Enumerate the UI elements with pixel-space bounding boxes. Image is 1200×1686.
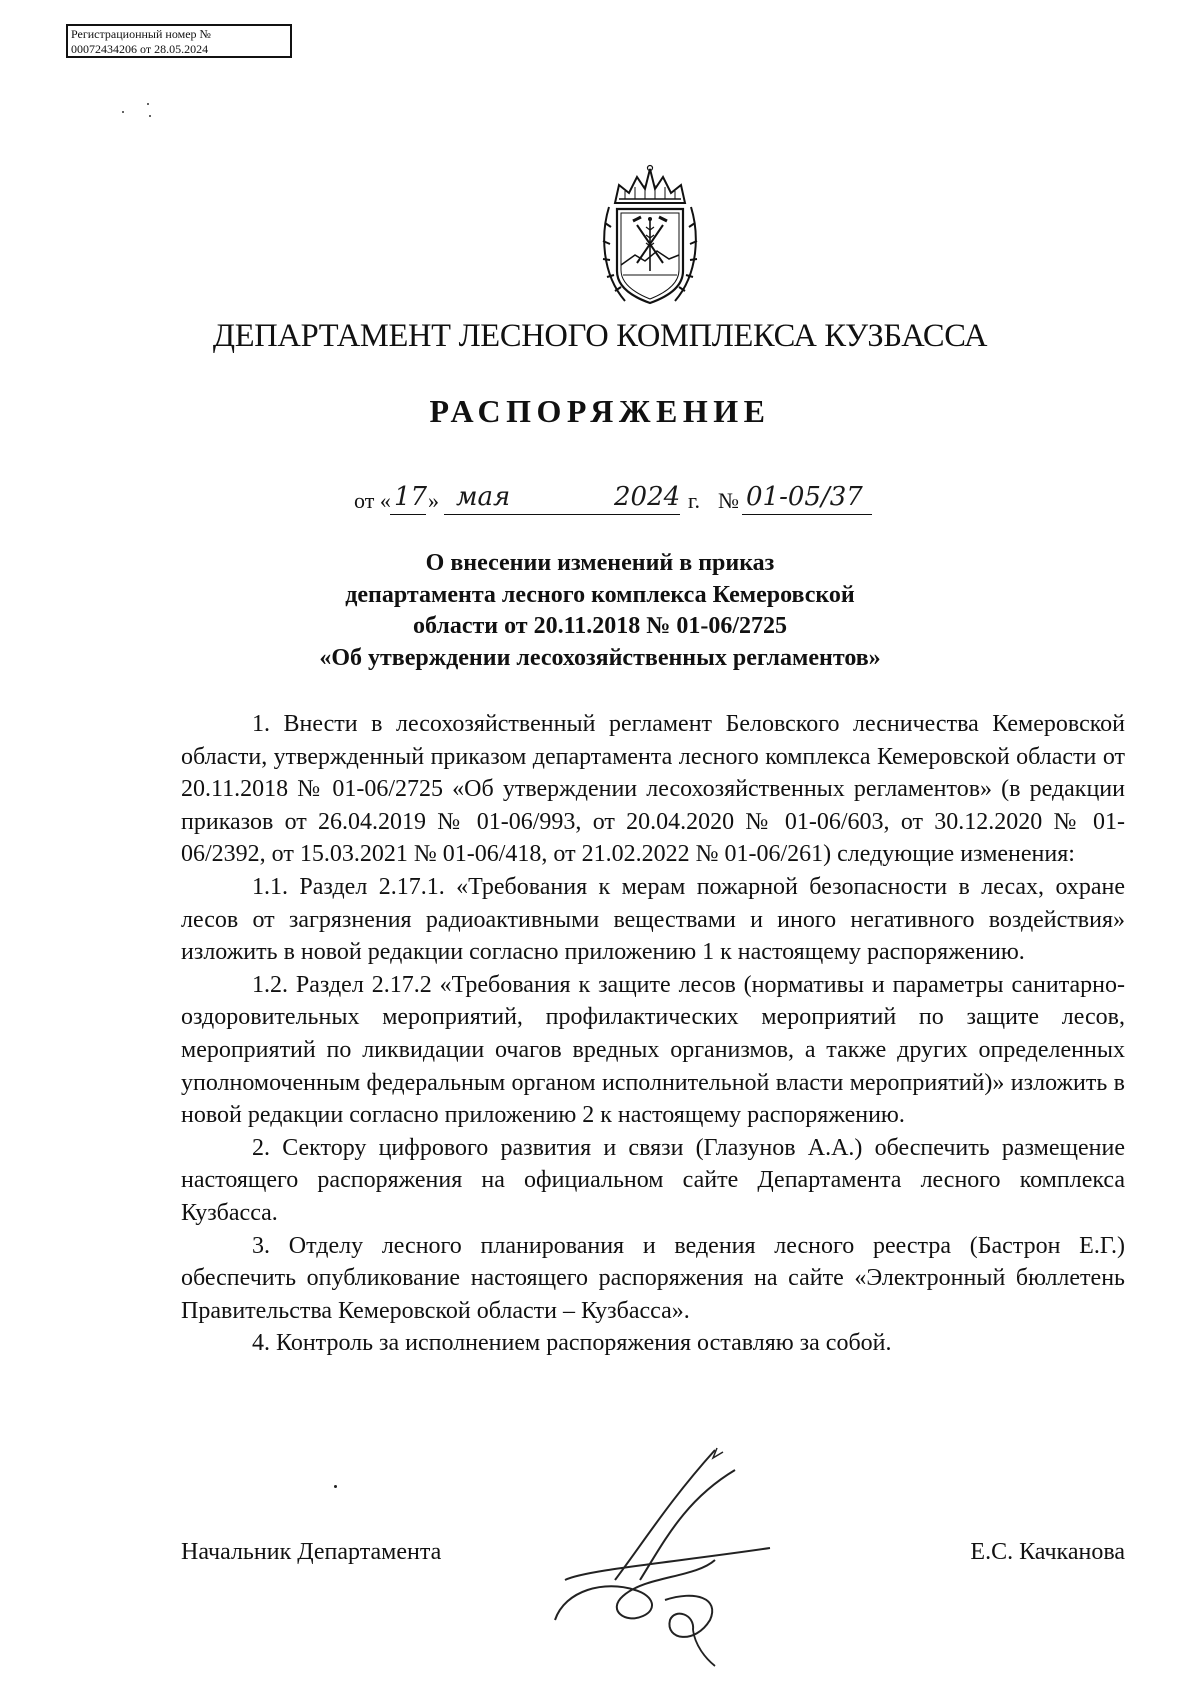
signature-block — [181, 1539, 1125, 1579]
kuzbass-coat-of-arms-icon — [595, 163, 705, 313]
body-paragraph-1-2: 1.2. Раздел 2.17.2 «Требования к защите лесов (нормативы и параметры санитарно-оздоровительных мероприятий, профилактических мероприятий по защите лесов, мероприятий по ликвидации очагов вредных организмов, а также других определенных уполномоченным федеральным органом исполнительной власти мероприятий)» изложить в новой редакции согласно приложению 2 к настоящему распоряжению. — [181, 971, 1125, 1129]
registration-number: 00072434206 от 28.05.2024 — [71, 42, 209, 56]
department-title: ДЕПАРТАМЕНТ ЛЕСНОГО КОМПЛЕКСА КУЗБАССА — [212, 318, 988, 354]
body-paragraph-2: 2. Сектору цифрового развития и связи (Глазунов А.А.) обеспечить размещение настоящего распоряжения на официальном сайте Департамента лесного комплекса Кузбасса. — [181, 1134, 1125, 1226]
body-paragraph-4: 4. Контроль за исполнением распоряжения оставляю за собой. — [252, 1330, 892, 1357]
day-underline — [390, 514, 426, 515]
document-type-title: РАСПОРЯЖЕНИЕ — [429, 393, 771, 429]
registration-label: Регистрационный номер № — [71, 27, 211, 41]
subject-line: департамента лесного комплекса Кемеровской — [345, 581, 855, 608]
date-month: мая — [456, 482, 511, 512]
scan-dot — [334, 1485, 337, 1488]
subject-line: области от 20.11.2018 № 01-06/2725 — [412, 613, 788, 639]
body-paragraph-1: 1. Внести в лесохозяйственный регламент Беловского лесничества Кемеровской области, утвержденный приказом департамента лесного комплекса Кемеровской области от 20.11.2018 № 01-06/2725 «Об утверждении лесохозяйственных регламентов» (в редакции приказов от 26.04.2019 № 01-06/993, от 20.04.2020 № 01-06/603, от 30.12.2020 № 01-06/2392, от 15.03.2021 № 01-06/418, от 21.02.2022 № 01-06/261) следующие изменения: — [181, 711, 1125, 868]
body-paragraph-1-1: 1.1. Раздел 2.17.1. «Требования к мерам пожарной безопасности в лесах, охране лесов от загрязнения радиоактивными веществами и иного негативного воздействия» изложить в новой редакции согласно приложению 1 к настоящему распоряжению. — [181, 873, 1125, 966]
document-subject — [0, 548, 1200, 674]
document-number: 01-05/37 — [746, 482, 863, 512]
subject-line: «Об утверждении лесохозяйственных регламентов» — [319, 644, 881, 671]
document-body — [181, 708, 1125, 1360]
body-paragraph-3: 3. Отделу лесного планирования и ведения лесного реестра (Бастрон Е.Г.) обеспечить опубликование настоящего распоряжения на сайте «Электронный бюллетень Правительства Кемеровской области – Кузбасса». — [181, 1232, 1125, 1324]
registration-stamp — [66, 24, 292, 58]
date-number-line — [354, 482, 954, 522]
month-year-underline — [444, 514, 680, 515]
signer-position: Начальник Департамента — [181, 1539, 442, 1565]
signer-name: Е.С. Качканова — [970, 1539, 1125, 1565]
number-sign: № — [718, 488, 739, 513]
date-year: 2024 — [614, 482, 681, 512]
date-year-suffix: г. — [688, 488, 701, 513]
date-close-quote: » — [428, 488, 439, 513]
number-underline — [742, 514, 872, 515]
date-from-label: от « — [354, 488, 391, 513]
scan-dots — [120, 98, 160, 128]
date-day: 17 — [394, 482, 428, 512]
subject-line: О внесении изменений в приказ — [425, 550, 775, 576]
